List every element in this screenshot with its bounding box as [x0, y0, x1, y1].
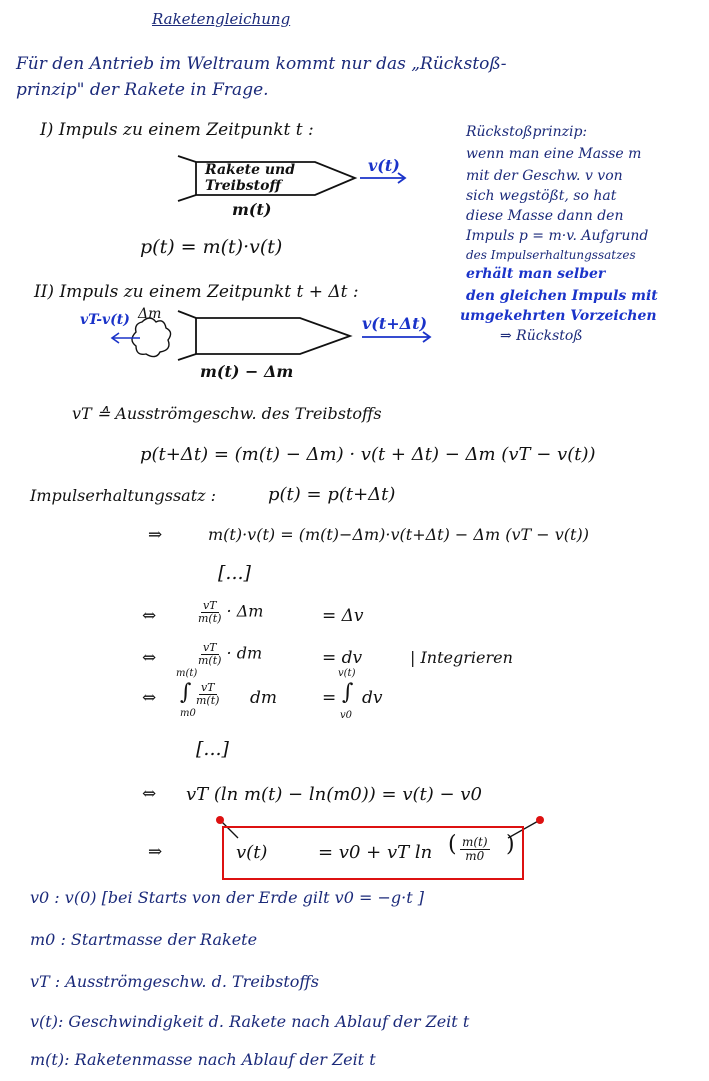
note-line: wenn man eine Masse m [466, 146, 642, 162]
note-line: des Impulserhaltungssatzes [466, 248, 636, 262]
mass-label-t: m(t) [232, 200, 272, 219]
equiv-arrow: ⇔ [142, 784, 157, 804]
final-rhs: = v0 + vT ln [318, 842, 433, 863]
note-result: ⇒ Rückstoß [500, 328, 583, 344]
note-bold-line: den gleichen Impuls mit [466, 288, 658, 304]
final-fraction-paren-close: ) [506, 832, 515, 857]
rocket-diagram-2 [178, 311, 350, 360]
step-1-lhs [198, 600, 263, 624]
dm-label: Δm [138, 306, 162, 322]
velocity-arrow-2 [362, 332, 430, 342]
intro-line-2: prinzip" der Rakete in Frage. [16, 80, 269, 100]
final-fraction-paren: ( [448, 832, 457, 857]
exhaust-velocity-label: vT-v(t) [80, 312, 130, 328]
fraction-numerator: vT [200, 681, 215, 694]
step-2-rhs: = dv [322, 648, 363, 668]
final-fraction-numerator: m(t) [462, 835, 488, 849]
fraction-denominator: m(t) [198, 611, 222, 625]
step-2-lhs [198, 642, 262, 666]
integral-upper-limit-right: v(t) [338, 668, 356, 679]
final-fraction-wrap [460, 836, 490, 862]
fraction-numerator: vT [202, 599, 217, 612]
section-2-heading: II) Impuls zu einem Zeitpunkt t + Δt : [34, 282, 359, 302]
definition-item: v0 : v(0) [bei Starts von der Erde gilt v0 = −g·t ] [30, 888, 424, 907]
integral-upper-limit: m(t) [176, 668, 198, 679]
implies-arrow-final: ⇒ [148, 842, 163, 862]
definition-item: vT : Ausströmgeschw. d. Treibstoffs [30, 972, 319, 991]
equation-momentum-t: p(t) = m(t)·v(t) [140, 236, 283, 258]
final-fraction [460, 836, 490, 862]
equation-momentum-tdt: p(t+Δt) = (m(t) − Δm) · v(t + Δt) − Δm (vT − v(t)) [140, 444, 596, 465]
note-bold-line: erhält man selber [466, 266, 606, 282]
definition-item: m0 : Startmasse der Rakete [30, 930, 258, 949]
note-heading: Rückstoßprinzip: [466, 124, 588, 140]
step-3-fraction-wrap [196, 682, 219, 706]
step-1-rhs: = Δv [322, 606, 364, 626]
note-line: mit der Geschw. v von [466, 168, 623, 184]
ellipsis-2: [...] [196, 738, 229, 760]
velocity-label-t: v(t) [368, 156, 400, 175]
ellipsis-1: [...] [218, 562, 251, 584]
conservation-label: Impulserhaltungssatz : [30, 486, 217, 505]
section-1-heading: I) Impuls zu einem Zeitpunkt t : [40, 120, 314, 140]
step-3-rhs: dv [362, 688, 383, 708]
integral-sign: ∫ [180, 680, 192, 705]
step-2-middle: · dm [226, 643, 263, 663]
velocity-label-tdt: v(t+Δt) [362, 314, 428, 333]
fraction-numerator: vT [202, 641, 217, 654]
final-lhs: v(t) [236, 842, 268, 863]
fraction-denominator: m(t) [196, 693, 220, 707]
intro-line-1: Für den Antrieb im Weltraum kommt nur das „Rückstoß- [16, 54, 507, 74]
step-3-equals: = [322, 688, 337, 708]
definition-vT: vT ≙ Ausströmgeschw. des Treibstoffs [72, 404, 382, 423]
implies-arrow: ⇒ [148, 525, 163, 545]
note-line: sich wegstößt, so hat [466, 188, 617, 204]
fraction-vT-mt [196, 682, 219, 706]
conservation-equation: p(t) = p(t+Δt) [268, 484, 396, 505]
step-2-note: | Integrieren [410, 648, 513, 667]
note-line: Impuls p = m·v. Aufgrund [466, 228, 649, 244]
integral-lower-limit-right: v0 [340, 710, 353, 721]
step-1-middle: · Δm [226, 601, 264, 621]
definition-item: v(t): Geschwindigkeit d. Rakete nach Ablauf der Zeit t [30, 1012, 470, 1031]
page-title: Raketengleichung [152, 10, 291, 28]
equiv-arrow: ⇔ [142, 648, 157, 668]
note-bold-line: umgekehrten Vorzeichen [460, 308, 657, 324]
equiv-arrow: ⇔ [142, 606, 157, 626]
equiv-arrow: ⇔ [142, 688, 157, 708]
rocket-label-2: Treibstoff [205, 178, 282, 194]
mass-minus-label: m(t) − Δm [200, 362, 294, 381]
integral-lower-limit: m0 [180, 708, 196, 719]
fraction-vT-mt [198, 600, 221, 624]
integral-sign-right: ∫ [342, 680, 354, 705]
fraction-denominator: m(t) [198, 653, 222, 667]
note-line: diese Masse dann den [466, 208, 624, 224]
definition-item: m(t): Raketenmasse nach Ablauf der Zeit t [30, 1050, 376, 1069]
fraction-vT-mt [198, 642, 221, 666]
step-4-equation: vT (ln m(t) − ln(m0)) = v(t) − v0 [186, 784, 482, 805]
exhaust-arrow [112, 333, 140, 343]
implication-equation-1: m(t)·v(t) = (m(t)−Δm)·v(t+Δt) − Δm (vT − v(t)) [208, 525, 589, 544]
final-fraction-denominator: m0 [465, 848, 485, 863]
rocket-label-1: Rakete und [205, 162, 296, 178]
step-3-middle: dm [250, 688, 278, 708]
